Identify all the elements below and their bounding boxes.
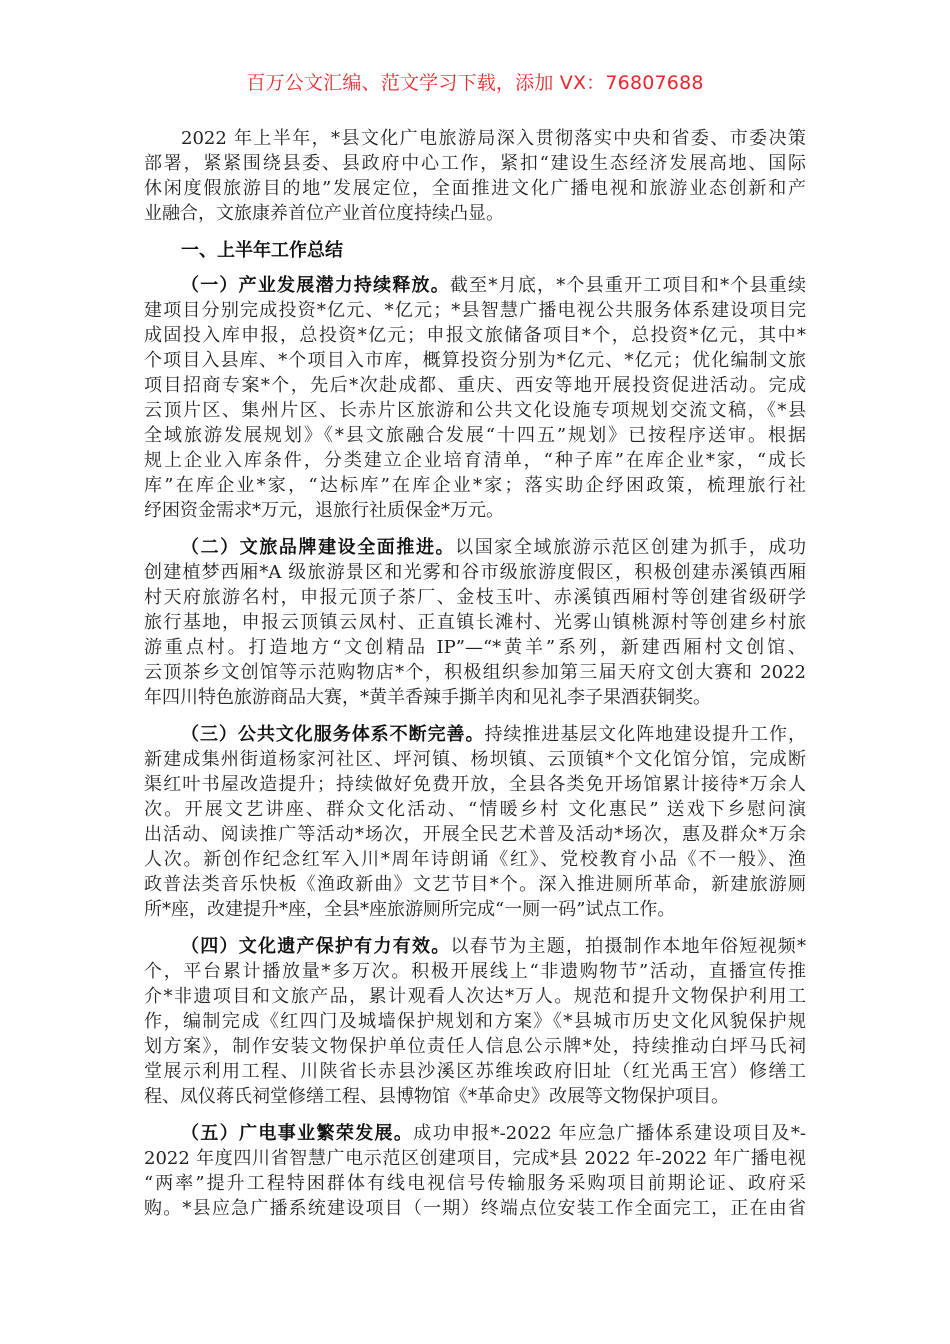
section-heading: 一、上半年工作总结 xyxy=(181,240,343,261)
text-line: 云顶茶乡文创馆等示范购物店*个，积极组织参加第三届天府文创大赛和 2022 xyxy=(144,662,806,683)
text-line: 程、凤仪蒋氏祠堂修缮工程、县博物馆《*革命史》改展等文物保护项目。 xyxy=(144,1086,729,1107)
text-line xyxy=(144,273,806,298)
text-line: 所*座，改建提升*座，全县*座旅游厕所完成“一厕一码”试点工作。 xyxy=(144,899,676,920)
download-banner: 百万公文汇编、范文学习下载，添加 VX：76807688 xyxy=(246,72,704,94)
text-line: 部署，紧紧围绕县委、县政府中心工作，紧扣“建设生态经济发展高地、国际 xyxy=(144,153,806,174)
text-line: 纾困资金需求*万元，退旅行社质保金*万元。 xyxy=(144,500,504,521)
text-line: 人次。新创作纪念红军入川*周年诗朗诵《红》、党校教育小品《不一般》、渔 xyxy=(144,849,806,870)
text-line: 项目招商专案*个，先后*次赴成都、重庆、西安等地开展投资促进活动。完成 xyxy=(144,375,806,396)
section-paragraph xyxy=(144,273,806,523)
text-line: 次。开展文艺讲座、群众文化活动、“情暖乡村 文化惠民” 送戏下乡慰问演 xyxy=(144,799,806,820)
text-line: 出活动、阅读推广等活动*场次，开展全民艺术普及活动*场次，惠及群众*万余 xyxy=(144,824,806,845)
section-lead: （五）广电事业繁荣发展。 xyxy=(181,1123,414,1144)
text-line: 购。*县应急广播系统建设项目（一期）终端点位安装工作全面完工，正在由省 xyxy=(144,1198,806,1219)
text-line: 云顶片区、集州片区、长赤片区旅游和公共文化设施专项规划交流文稿，《*县 xyxy=(144,400,806,421)
section-text: 持续推进基层文化阵地建设提升工作， xyxy=(484,724,806,745)
section-lead: （二）文旅品牌建设全面推进。 xyxy=(181,537,456,558)
intro-paragraph xyxy=(144,126,806,226)
text-line: 规上企业入库条件，分类建立企业培育清单，“种子库”在库企业*家，“成长 xyxy=(144,450,806,471)
section-paragraph xyxy=(144,1121,806,1221)
document-body xyxy=(144,126,806,1233)
section-text: 成功申报*-2022 年应急广播体系建设项目及*- xyxy=(413,1123,806,1144)
text-line xyxy=(144,934,806,959)
text-line: 堂展示利用工程、川陕省长赤县沙溪区苏维埃政府旧址（红光禹王宫）修缮工 xyxy=(144,1061,806,1082)
text-line: 全域旅游发展规划》《*县文旅融合发展“十四五”规划》已按程序送审。根据 xyxy=(144,425,806,446)
text-line: “两率”提升工程特困群体有线电视信号传输服务采购项目前期论证、政府采 xyxy=(144,1173,806,1194)
text-line xyxy=(144,722,806,747)
section-paragraph xyxy=(144,722,806,922)
text-line xyxy=(144,1121,806,1146)
section-text: 以春节为主题，拍摄制作本地年俗短视频* xyxy=(450,936,806,957)
section-paragraph xyxy=(144,934,806,1109)
text-line: 划方案》，制作安装文物保护单位责任人信息公示牌*处，持续推动白坪马氏祠 xyxy=(144,1036,806,1057)
text-line: 2022 年度四川省智慧广电示范区创建项目，完成*县 2022 年-2022 年广播电视 xyxy=(144,1148,806,1169)
section-lead: （一）产业发展潜力持续释放。 xyxy=(181,275,450,296)
text-line: 休闲度假旅游目的地”发展定位，全面推进文化广播电视和旅游业态创新和产 xyxy=(144,178,806,199)
text-line: 政普法类音乐快板《渔政新曲》文艺节目*个。深入推进厕所革命，新建旅游厕 xyxy=(144,874,806,895)
section-text: 以国家全域旅游示范区创建为抓手，成功 xyxy=(455,537,807,558)
text-line: 个项目入县库、*个项目入市库，概算投资分别为*亿元、*亿元；优化编制文旅 xyxy=(144,350,806,371)
text-line: 新建成集州街道杨家河社区、坪河镇、杨坝镇、云顶镇*个文化馆分馆，完成断 xyxy=(144,749,806,770)
text-line: 介*非遗项目和文旅产品，累计观看人次达*万人。规范和提升文物保护利用工 xyxy=(144,986,806,1007)
text-line: 渠红叶书屋改造提升；持续做好免费开放，全县各类免开场馆累计接待*万余人 xyxy=(144,774,806,795)
section-paragraph xyxy=(144,535,806,710)
text-line: 业融合，文旅康养首位产业首位度持续凸显。 xyxy=(144,203,504,224)
text-line: 成固投入库申报，总投资*亿元；申报文旅储备项目*个，总投资*亿元，其中* xyxy=(144,325,806,346)
text-line: 作，编制完成《红四门及城墙保护规划和方案》《*县城市历史文化风貌保护规 xyxy=(144,1011,806,1032)
text-line: 2022 年上半年，*县文化广电旅游局深入贯彻落实中央和省委、市委决策 xyxy=(181,128,806,149)
text-line: 游重点村。打造地方“文创精品 IP”—“*黄羊”系列，新建西厢村文创馆、 xyxy=(144,637,806,658)
text-line: 创建植梦西厢*A 级旅游景区和光雾和谷市级旅游度假区，积极创建赤溪镇西厢 xyxy=(144,562,806,583)
text-line: 村天府旅游名村，申报元顶子茶厂、金枝玉叶、赤溪镇西厢村等创建省级研学 xyxy=(144,587,806,608)
section-lead: （三）公共文化服务体系不断完善。 xyxy=(181,724,485,745)
section-text: 截至*月底，*个县重开工项目和*个县重续 xyxy=(449,275,806,296)
text-line: 旅行基地，申报云顶镇云凤村、正直镇长滩村、光雾山镇桃源村等创建乡村旅 xyxy=(144,612,806,633)
text-line: 建项目分别完成投资*亿元、*亿元；*县智慧广播电视公共服务体系建设项目完 xyxy=(144,300,806,321)
text-line: 个，平台累计播放量*多万次。积极开展线上“非遗购物节”活动，直播宣传推 xyxy=(144,961,806,982)
text-line xyxy=(144,535,806,560)
text-line: 库”在库企业*家，“达标库”在库企业*家；落实助企纾困政策，梳理旅行社 xyxy=(144,475,806,496)
section-lead: （四）文化遗产保护有力有效。 xyxy=(181,936,451,957)
text-line: 年四川特色旅游商品大赛，*黄羊香辣手撕羊肉和见礼李子果酒获铜奖。 xyxy=(144,687,711,708)
